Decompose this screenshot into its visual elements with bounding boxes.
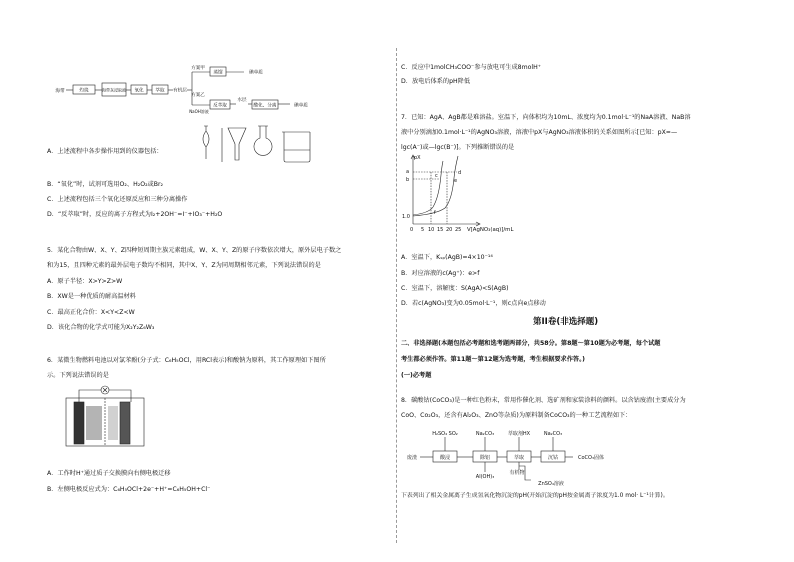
flow-leach: 海带灰浸取液: [102, 87, 126, 93]
funnel-icon: [228, 128, 246, 160]
q5-stem-line1: 5．某化合物由W、X、Y、Z四种短周期主族元素组成，W、X、Y、Z的原子序数依次增大，原外层电子数之: [47, 247, 342, 254]
q6-option-c: C．反应中1molCH₃COO⁻参与放电可生成8molH⁺: [401, 64, 542, 71]
q6-option-a: A．工作时H⁺通过质子交换膜向右侧电极迁移: [47, 470, 171, 477]
q5-option-a: A．原子半径：X>Y>Z>W: [47, 278, 123, 285]
curve-lower: [413, 161, 443, 215]
graph-point-d: d: [458, 170, 462, 176]
q7-stem-line2: 液中分别滴加0.1mol·L⁻¹的AgNO₃溶液，溶液中pX与AgNO₃溶液体积的关系如图所示[已知：pX=—: [401, 129, 678, 136]
q4-option-b: B．“氧化”时，试剂可选用O₂、H₂O₂或Br₂: [47, 181, 164, 188]
q7-option-d: D．若c(AgNO₃)变为0.05mol·L⁻¹，则c点向e点移动: [401, 300, 546, 307]
flow-extraction: 萃取: [513, 455, 525, 461]
q5-option-b: B．XW是一种优质的耐高温材料: [47, 293, 136, 300]
q8-last-line: 下表列出了相关金属离子生成氢氧化物沉淀的pH(开始沉淀的pH按金属离子浓度为1.0 mol· L⁻¹计算)。: [401, 493, 669, 499]
part2-line1: 二、非选择题(本题包括必考题和选考题两部分，共58分。第8题～第10题为必考题，每个试题: [401, 340, 661, 347]
flow-acid-leach: 酸浸: [439, 455, 451, 461]
fuel-cell-diagram: [60, 384, 150, 454]
flow-burn: 灼烧: [79, 88, 89, 94]
q8-stem-line1: 8．碳酸钴(CoCO₃)是一种红色粉末，常用作催化剂、选矿剂和家装涂料的颜料。以含钴废渣(主要成分为: [401, 397, 686, 404]
part2-line2: 考生都必须作答。第11题～第12题为选考题，考生根据要求作答。): [401, 356, 586, 363]
right-column: [397, 0, 777, 562]
q7-option-c: C．室温下，溶解度：S(AgA)<S(AgB): [401, 285, 509, 292]
flow-byproduct-1: Al(OH)₃: [475, 474, 495, 480]
q7-stem-line1: 7．已知：AgA、AgB都是难溶盐。室温下，向体积均为10mL、浓度均为0.1mol·L⁻¹的NaA溶液、NaB溶: [401, 114, 691, 121]
q7-stem-line3: lgc(A⁻)或—lgc(B⁻)]。下列推断错误的是: [401, 144, 515, 151]
flow-remove-al: 除铝: [479, 455, 491, 461]
flow-distill: 蒸馏: [213, 70, 223, 76]
graph-ylabel: pX: [414, 155, 421, 161]
graph-tick-x-5: 5: [421, 227, 425, 233]
graph-point-e: e: [454, 178, 458, 184]
flow-scheme-a: 方案甲: [191, 66, 205, 71]
q4-option-d: D．“反萃取”时，反应的离子方程式为I₂+2OH⁻=I⁻+IO₃⁻+H₂O: [47, 211, 223, 218]
separatory-funnel-icon: [203, 126, 209, 159]
q7-option-a: A．室温下，Kₛₚ(AgB)=4×10⁻¹⁴: [401, 254, 493, 261]
graph-point-c: c: [435, 173, 438, 179]
left-column: [0, 0, 380, 562]
graph-point-b: b: [406, 177, 410, 183]
flow-byproduct-2: 有机物: [509, 470, 525, 476]
graph-tick-x-10: 10: [428, 227, 435, 233]
titration-graph: [401, 152, 551, 234]
flow-water-layer: 水层: [237, 98, 247, 103]
flow-seawater: 海带: [55, 89, 65, 94]
flow-reagent-3: 萃取剂HX: [507, 431, 531, 437]
flow-oxidize: 氧化: [134, 88, 144, 94]
flask-icon: [254, 126, 272, 155]
cobalt-flow-diagram: [401, 426, 631, 488]
section-title: 第II卷(非选择题): [533, 317, 599, 327]
graph-point-f: f: [434, 210, 436, 216]
q7-option-b: B．对应溶液的c(Ag⁺)：e>f: [401, 270, 480, 277]
q5-option-d: D．该化合物的化学式可能为X₂Y₂Z₆W₃: [47, 324, 155, 331]
flow-scheme-b: 方案乙: [191, 93, 205, 98]
flow-product: CoCO₃固体: [578, 455, 604, 461]
q5-option-c: C．最高正化合价：X<Y<Z<W: [47, 309, 135, 316]
required-heading: (一)必考题: [401, 372, 432, 379]
flow-input: 废渣: [406, 455, 418, 461]
flow-precipitate: 沉钴: [547, 455, 559, 461]
flow-product1: 碘单质: [249, 70, 263, 76]
apparatus-drawings: [200, 122, 320, 166]
q8-stem-line2: CoO、Co₂O₃，还含有Al₂O₃、ZnO等杂质)为原料制备CoCO₃的一种工艺流程如下：: [401, 412, 632, 419]
flow-organic: 有机层: [173, 88, 187, 94]
flow-back-extract: 反萃取: [213, 103, 227, 109]
graph-tick-x-25: 25: [455, 227, 462, 233]
flow-acidify: 酸化、分离: [253, 103, 277, 109]
flow-extract: 萃取: [155, 88, 165, 94]
q6-option-b: B．左侧电极反应式为：C₆H₅OCl+2e⁻+H⁺=C₆H₅OH+Cl⁻: [47, 486, 211, 493]
flow-naoh: NaOH溶液: [189, 109, 209, 114]
q5-stem-line2: 和为15，且四种元素的最外层电子数均不相同，其中X、Y、Z为同周期相邻元素，下列说法错误的是: [47, 262, 321, 269]
iodine-flow-diagram: [0, 0, 380, 118]
graph-origin: 0: [410, 227, 414, 233]
flow-reagent-4: Na₂CO₃: [543, 431, 563, 437]
q4-option-a: A．上述流程中各步操作用到的仪器包括：: [47, 148, 163, 155]
curve-upper: [413, 156, 458, 216]
flow-reagent-1: H₂SO₄ SO₂: [432, 431, 458, 437]
flow-reagent-2: Na₂CO₃: [475, 431, 495, 437]
flow-byproduct-3: ZnSO₄溶液: [538, 481, 564, 487]
graph-tick-x-20: 20: [446, 227, 453, 233]
q6-option-d: D．放电后体系的pH降低: [401, 78, 471, 85]
flow-product2: 碘单质: [294, 103, 308, 109]
q4-option-c: C．上述流程包括三个氧化还原反应和三种分离操作: [47, 196, 188, 203]
graph-xlabel: V[AgNO₃(aq)]/mL: [467, 227, 514, 233]
q6-stem-line2: 示。下列说法错误的是: [47, 372, 109, 379]
beaker-icon: [282, 132, 310, 162]
graph-tick-x-15: 15: [437, 227, 444, 233]
graph-tick-y: 1.0: [402, 214, 410, 220]
graph-point-a: a: [406, 169, 410, 175]
q6-stem-line1: 6．某微生物燃料电池以对氯苯酚(分子式：C₆H₅OCl，用RCl表示)和酸钠为原料，其工作原理如下图所: [47, 357, 326, 364]
